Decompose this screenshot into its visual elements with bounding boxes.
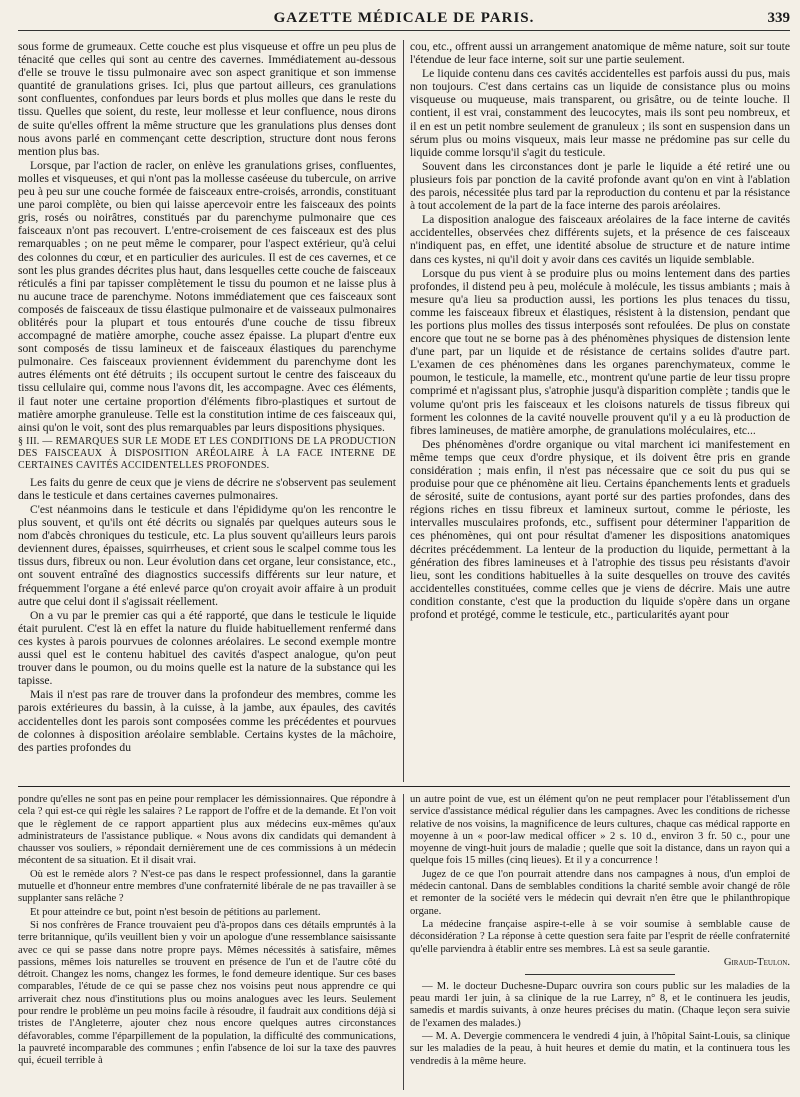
paragraph: Les faits du genre de ceux que je viens de décrire ne s'observent pas seulement dans le testicule et dans certaines cavernes pulmonaires. bbox=[18, 475, 396, 502]
paragraph: cou, etc., offrent aussi un arrangement anatomique de même nature, soit sur toute l'étendue de leur face interne, soit sur une partie seulement. bbox=[410, 40, 790, 67]
paragraph: un autre point de vue, est un élément qu'on ne peut remplacer pour l'établissement d'un service d'assistance médical régulier dans les campagnes. Avec les conditions de richesse relative de nos voisins, la magnificence de leurs cultures, chaque cas médical rapporte en moyenne à un « poor-law medical officer » 2 s. 10 d., environ 3 fr. 50 c., pour une moyenne de vingt-huit jours de maladie ; quelle que soit la distance, dans un rayon qui a quelque fois 15 milles (cinq lieues). Et il y a concurrence ! bbox=[410, 794, 790, 867]
paragraph: Lorsque du pus vient à se produire plus ou moins lentement dans des parties profondes, il distend peu à peu, molécule à molécule, les tissus ambiants ; mais à mesure qu'a lieu sa production aussi, les portions les plus tenaces du tissu, comme les faisceaux fibreux et élastiques, résistent à la distension, pendant que les portions plus molles des tissus interposés sont refoulées. De plus on constate encore que tout ne se borne pas à des phénomènes physiques de distension lente d'une part, par un liquide et de résistance de certains solides d'autre part. L'examen de ces phénomènes dans les organes parenchymateux, comme le poumon, le testicule, la mamelle, etc., montrent qu'une partie de leur tissu propre comprimé et n'agissant plus, s'atrophie jusqu'à disparition complète ; tandis que le volume qu'ont pris les faisceaux et les cloisons naturels de tissus fibreux qui forment les colonnes de la cavité nouvelle prouvent qu'il y a eu là production de fibres lamineuses, de matière amorphe, de granulations moléculaires, etc... bbox=[410, 266, 790, 437]
paragraph: Et pour atteindre ce but, point n'est besoin de pétitions au parlement. bbox=[30, 906, 321, 918]
paragraph: Lorsque, par l'action de racler, on enlève les granulations grises, confluentes, molles et visqueuses, et qui n'ont pas la mollesse caséeuse du tubercule, on arrive peu à peu sur une couche formée de faisceaux entre-croisés, arrondis, constituant une paroi complète, ou bien qui laisse apercevoir entre les faisceaux des points gris, rosés ou noirâtres, constitués par du parenchyme pulmonaire que ces faisceaux n'ont pas recouvert. L'entre-croisement de ces faisceaux est des plus remarquables ; on ne peut même le comparer, pour l'aspect extérieur, qu'à celui des colonnes du cœur, et en particulier des auricules. Il est de ces cavernes, et ce sont les plus grandes décrites plus haut, dans lesquelles cette couche de faisceaux réticulés a fini par tapisser complètement le tissu du poumon et ne laisse plus à nu aucune trace de parenchyme. Notons immédiatement que ces faisceaux sont composés de faisceaux de tissu élastique pulmonaire et de vaisseaux pulmonaires oblitérés pour la plupart et tous entourés d'une couche de tissu fibreux accompagné de matière amorphe, couche assez épaisse. La plupart d'entre eux sont composés de tissu lamineux et de faisceaux élastiques du parenchyme pulmonaire. Ces faisceaux proviennent évidemment du parenchyme dont les autres éléments ont été détruits ; ils occupent surtout le centre des faisceaux du tissu cellulaire qui, comme nous l'avons dit, les accompagne. Avec ces éléments, il faut noter une certaine proportion d'éléments fibro-plastiques et surtout de matière amorphe granuleuse. Telle est la constitution intime de ces faisceaux qui, ainsi qu'on le voit, sont des plus remarquables par leurs dispositions physiques. bbox=[18, 158, 396, 434]
news-items bbox=[410, 981, 790, 1068]
lower-right-column bbox=[410, 794, 790, 1090]
upper-right-column bbox=[410, 40, 790, 782]
lower-left-column bbox=[18, 794, 396, 1090]
paragraph: sous forme de grumeaux. Cette couche est plus visqueuse et offre un peu plus de ténacité que celles qui sont au centre des cavernes. Immédiatement au-dessous d'elle se trouve le tissu pulmonaire avec son aspect granitique et son immense quantité de granulations grises. Ici, plus que partout ailleurs, ces granulations sont confluentes, confondues par leurs bords et plus molles que dans le reste du tissu. Quelles que soient, du reste, leur mollesse et leur confluence, nous dirons de suite qu'elles offrent la même structure que les granulations plus denses dont nous avons parlé en commençant cette description, structure dont nous ferons mention plus bas. bbox=[18, 40, 396, 158]
section-divider bbox=[18, 786, 790, 787]
paragraph: Mais il n'est pas rare de trouver dans la profondeur des membres, comme les parois extérieures du bassin, à la cuisse, à la jambe, aux épaules, des cavités accidentelles dont les parois sont composées comme les précédentes et pourvues de colonnes à disposition aréolaire semblable. Certains kystes de la mâchoire, des parties profondes du bbox=[18, 688, 396, 754]
page-number: 339 bbox=[767, 10, 790, 26]
column-divider bbox=[403, 40, 404, 782]
lower-article bbox=[18, 794, 790, 1090]
news-divider bbox=[525, 974, 675, 975]
paragraph: La médecine française aspire-t-elle à se voir soumise à semblable cause de déconsidération ? La réponse à cette question sera faite par l'esprit de réelle confraternité qu'elle parviendra à établir entre ses membres. Là est sa seule garantie. bbox=[410, 918, 790, 955]
paragraph: On a vu par le premier cas qui a été rapporté, que dans le testicule le liquide était purulent. C'est là en effet la nature du fluide habituellement renfermé dans ces kystes à parois pourvues de colonnes aréolaires. Le second exemple montre aussi quel est le contenu habituel des cavités d'aspect analogue, qu'on peut trouver dans le poumon, ou du moins quelle est la nature de la substance qui les tapisse. bbox=[18, 608, 396, 688]
news-item: — M. le docteur Duchesne-Duparc ouvrira son cours public sur les maladies de la peau mardi 1er juin, à sa clinique de la rue Larrey, n° 8, et le continuera les jeudis, samedis et mardis suivants, à onze heures précises du matin. (Chaque leçon sera suivie de l'examen des malades.) bbox=[410, 980, 790, 1029]
newspaper-page bbox=[18, 8, 790, 1090]
upper-left-column bbox=[18, 40, 396, 782]
author-signature: Giraud-Teulon. bbox=[723, 956, 790, 968]
paragraph: C'est néanmoins dans le testicule et dans l'épididyme qu'on les rencontre le plus souvent, et qu'ils ont été décrits ou signalés par quelques auteurs sous le nom d'abcès chroniques du testicule, etc. La plus souvent qu'ailleurs leurs parois deviennent dures, épaisses, squirrheuses, et crient sous le scalpel comme tous les tissus durs, fibreux ou non. Leur évolution dans cet organe, leur consistance, etc., ont souvent entraîné des diagnostics successifs différents sur leur nature, et fréquemment l'organe a été enlevé parce qu'on croyait avoir affaire à un produit autre que celui dont il s'agissait réellement. bbox=[18, 503, 396, 608]
paragraph: Souvent dans les circonstances dont je parle le liquide a été retiré une ou plusieurs fois par ponction de la cavité profonde avant qu'on en vint à l'ablation des parois, nécessitée plus tard par la reproduction du contenu et par la résistance à tout accolement de la part de la face interne des parois aréolaires. bbox=[410, 159, 790, 213]
page-header bbox=[18, 8, 790, 31]
upper-article bbox=[18, 40, 790, 782]
news-item: — M. A. Devergie commencera le vendredi 4 juin, à l'hôpital Saint-Louis, sa clinique sur les maladies de la peau, à huit heures et demie du matin, et la continuera tous les vendredis à la même heure. bbox=[410, 1031, 790, 1067]
paragraph: Où est le remède alors ? N'est-ce pas dans le respect professionnel, dans la garantie mutuelle et d'honneur entre membres d'une confraternité libérale de ne pas travailler à se supplanter sans relâche ? bbox=[18, 868, 396, 905]
column-divider bbox=[403, 794, 404, 1090]
paragraph: Si nos confrères de France trouvaient peu d'à-propos dans ces détails empruntés à la terre britannique, qu'ils veuillent bien y voir un apologue d'une ressemblance saisissante avec ce qui se passe dans notre propre pays. Mêmes nécessités à satisfaire, mêmes passions, mêmes lois naturelles se trouvent en présence de l'un et de l'autre côté du détroit. Changez les noms, changez les formes, le fond demeure identique. Sur ces bases comparables, l'étude de ce qui se passe chez nos voisins peut nous apprendre ce qui arriverait chez nous d'institutions plus ou moins analogues avec les leurs. Seulement pour rendre le problème un peu moins facile à résoudre, il faudrait aux conditions déjà si tristes de l'Angleterre, ajouter chez nous encore quelques autres circonstances défavorables, comme l'éparpillement de la population, la difficulté des communications, la pauvreté incomparable des communes ; enfin l'absence de loi sur la taxe des pauvres qui, écueil terrible à bbox=[18, 919, 396, 1067]
paragraph: Jugez de ce que l'on pourrait attendre dans nos campagnes à nous, d'un emploi de médecin cantonal. Dans de semblables conditions la charité semble avoir changé de rôle et remonter de la société vers le médecin qui devrait n'en être que le philanthropique organe. bbox=[410, 868, 790, 917]
section-heading: § III. — REMARQUES SUR LE MODE ET LES CONDITIONS DE LA PRODUCTION DES FAISCEAUX À DISPOSITION ARÉOLAIRE À LA FACE INTERNE DE CERTAINES CAVITÉS ACCIDENTELLES PROFONDES. bbox=[18, 435, 396, 471]
journal-title: GAZETTE MÉDICALE DE PARIS. bbox=[273, 10, 535, 26]
paragraph: Le liquide contenu dans ces cavités accidentelles est parfois aussi du pus, mais non toujours. C'est dans certains cas un liquide de consistance plus ou moins visqueuse ou muqueuse, mais transparent, ou grisâtre, ou de teinte louche. Il contient, il est vrai, constamment des leucocytes, mais ils sont peu nombreux, et il en est un petit nombre seulement de granuleux ; ils sont en suspension dans un sérum plus ou moins visqueux, mais leur masse ne prédomine pas sur celle du liquide comme lorsqu'il s'agit du testicule. bbox=[410, 67, 790, 159]
paragraph: La disposition analogue des faisceaux aréolaires de la face interne de cavités accidentelles, observées chez différents sujets, et la présence de ces faisceaux n'indiquent pas, en effet, une identité absolue de structure et de nature intime dans ces kystes, ni qu'il doit y avoir dans ces cavités un liquide semblable. bbox=[410, 213, 790, 266]
paragraph: Des phénomènes d'ordre organique ou vital marchent ici manifestement en même temps que ceux d'ordre physique, et ils doivent être pris en grande considération ; mais enfin, il n'est pas nécessaire que ce soit du pus qui se produise pour que ce phénomène ait lieu. Certains épanchements lents et graduels de sérosité, suite de contusions, ayant porté sur des parties profondes, dans des régions riches en tissu fibreux et lamineux surtout, comme le périoste, les intervalles musculaires profonds, etc., suffisent pour déterminer l'apparition de ces phénomènes, qui ont pour résultat d'amener les dispositions anatomiques décrites précédemment. La lenteur de la production du liquide, permettant à la génération des fibres lamineuses et à l'atrophie des tissus peu résistants d'avoir lieu, sont les conditions habituelles à la suite desquelles on trouve des cavités accidentelles constituées, comme celles que je viens de décrire. Mais une autre condition constante, c'est que la production du liquide s'opère dans un organe profond et protégé, comme le testicule, etc., particularités ayant pour bbox=[410, 437, 790, 622]
paragraph: pondre qu'elles ne sont pas en peine pour remplacer les démissionnaires. Que répondre à cela ? qui est-ce qui règle les salaires ? Le rapport de l'offre et de la demande. Et l'on voit que le règlement de ce rapport appartient plus aux médecins eux-mêmes qu'aux administrateurs de l'assistance publique. « Nous avons dix candidats qui demandent à chausser vos souliers, » répondait dernièrement une de ces commissions à un médecin mécontent de sa situation. Et il disait vrai. bbox=[18, 794, 396, 867]
